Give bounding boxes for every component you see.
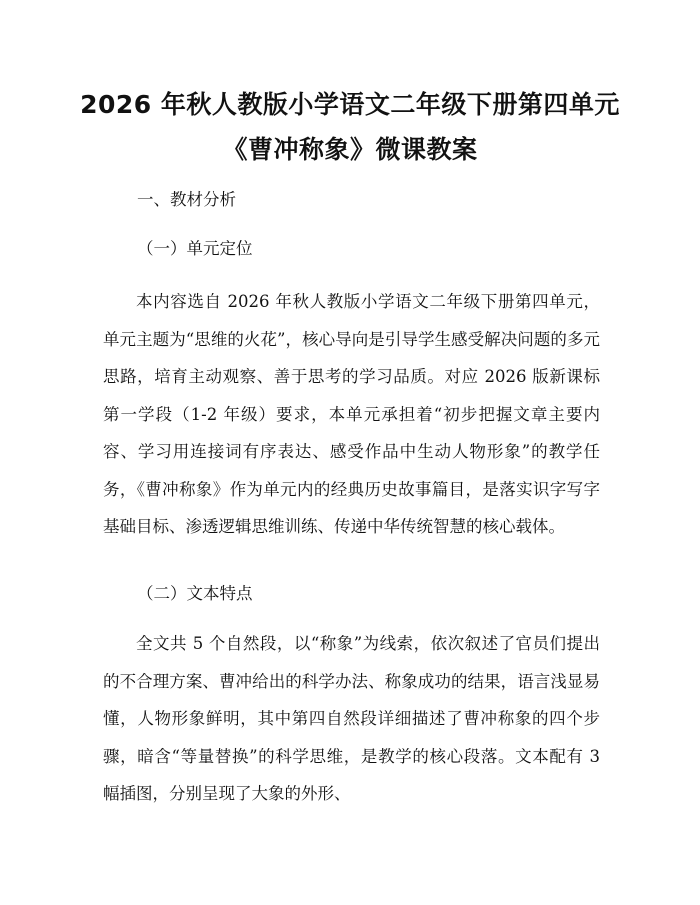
document-title: 2026 年秋人教版小学语文二年级下册第四单元《曹冲称象》微课教案 <box>80 90 620 164</box>
paragraph-unit-positioning: 本内容选自 2026 年秋人教版小学语文二年级下册第四单元，单元主题为“思维的火花”，核心导向是引导学生感受解决问题的多元思路，培育主动观察、善于思考的学习品质。对应 2026 版新课标第一学段（1-2 年级）要求，本单元承担着“初步把握文章主要内容、学习用连接词有序表达、感受作品中生动人物形象”的教学任务，《曹冲称象》作为单元内的经典历史故事篇目，是落实识字写字基础目标、渗透逻辑思维训练、传递中华传统智慧的核心载体。 <box>103 292 600 536</box>
subsection-heading-text-features: （二）文本特点 <box>137 584 253 603</box>
subsection-heading-unit-positioning: （一）单元定位 <box>137 239 253 258</box>
paragraph-text-features: 全文共 5 个自然段，以“称象”为线索，依次叙述了官员们提出的不合理方案、曹冲给出的科学办法、称象成功的结果，语言浅显易懂，人物形象鲜明，其中第四自然段详细描述了曹冲称象的四个步骤，暗含“等量替换”的科学思维，是教学的核心段落。文本配有 3 幅插图，分别呈现了大象的外形、 <box>103 634 600 803</box>
section-heading-teaching-material-analysis: 一、教材分析 <box>137 190 236 209</box>
